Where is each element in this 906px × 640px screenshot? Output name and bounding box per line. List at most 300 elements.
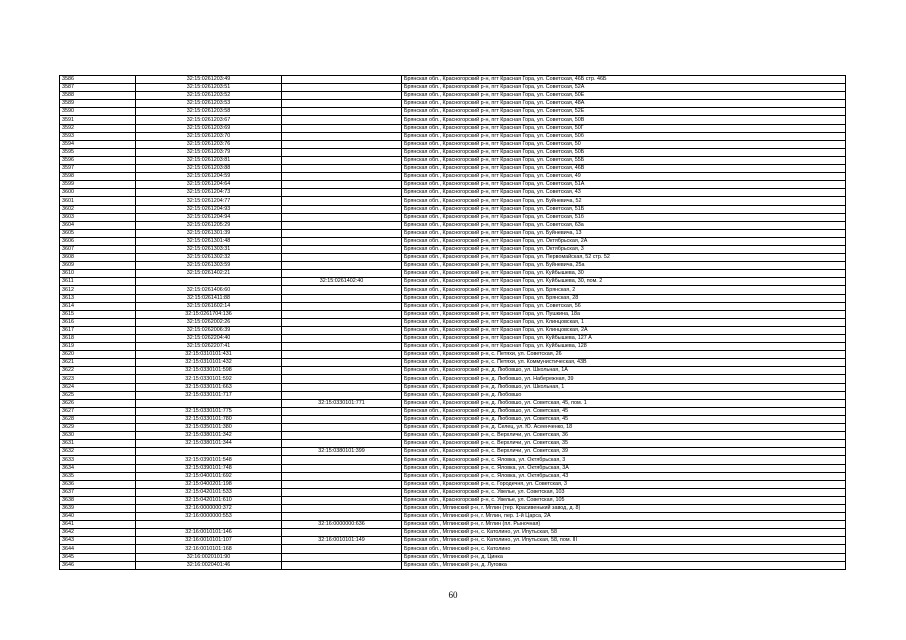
row-number-cell: 3612 (60, 286, 136, 294)
table-row (60, 270, 846, 278)
premises-cadastral-number-cell: 32:16:0010101:149 (282, 537, 402, 545)
address-cell: Брянская обл., Красногорский р-н, пгт Красная Гора, ул. Советская, 63а (402, 221, 846, 229)
cadastral-number-cell: 32:15:0261302:32 (136, 254, 282, 262)
table-row (60, 456, 846, 464)
address-cell: Брянская обл., Красногорский р-н, д. Любовшо, ул. Советская, 45, пом. 1 (402, 399, 846, 407)
table-row (60, 367, 846, 375)
cadastral-number-cell: 32:15:0420101:610 (136, 496, 282, 504)
cadastral-number-cell: 32:15:0390101:748 (136, 464, 282, 472)
row-number-cell: 3590 (60, 108, 136, 116)
row-number-cell: 3594 (60, 140, 136, 148)
row-number-cell: 3605 (60, 229, 136, 237)
row-number-cell: 3588 (60, 92, 136, 100)
table-row (60, 221, 846, 229)
registry-table-body (60, 76, 846, 570)
address-cell: Брянская обл., Красногорский р-н, пгт Красная Гора, ул. Советская, 52А (402, 84, 846, 92)
premises-cadastral-number-cell (282, 108, 402, 116)
table-row (60, 84, 846, 92)
table-row (60, 537, 846, 545)
table-row (60, 488, 846, 496)
address-cell: Брянская обл., Красногорский р-н, пгт Красная Гора, ул. Советская, 43 (402, 189, 846, 197)
premises-cadastral-number-cell (282, 561, 402, 569)
row-number-cell: 3615 (60, 310, 136, 318)
address-cell: Брянская обл., Красногорский р-н, пгт Красная Гора, ул. Советская, 50б (402, 132, 846, 140)
premises-cadastral-number-cell (282, 189, 402, 197)
table-row (60, 124, 846, 132)
address-cell: Брянская обл., Красногорский р-н, д. Селец, ул. Ю. Асеенченко, 18 (402, 424, 846, 432)
row-number-cell: 3598 (60, 173, 136, 181)
cadastral-number-cell: 32:15:0261203:49 (136, 76, 282, 84)
cadastral-number-cell: 32:15:0261704:136 (136, 310, 282, 318)
address-cell: Брянская обл., Красногорский р-н, пгт Красная Гора, ул. Советская, 50Г (402, 124, 846, 132)
address-cell: Брянская обл., Красногорский р-н, пгт Красная Гора, ул. Клинцовская, 2А (402, 326, 846, 334)
table-row (60, 391, 846, 399)
table-row (60, 351, 846, 359)
row-number-cell: 3603 (60, 213, 136, 221)
table-row (60, 343, 846, 351)
premises-cadastral-number-cell (282, 221, 402, 229)
row-number-cell: 3643 (60, 537, 136, 545)
premises-cadastral-number-cell (282, 343, 402, 351)
premises-cadastral-number-cell (282, 294, 402, 302)
address-cell: Брянская обл., Красногорский р-н, пгт Красная Гора, ул. Брянская, 28 (402, 294, 846, 302)
premises-cadastral-number-cell (282, 432, 402, 440)
address-cell: Брянская обл., Мглинский р-н, г. Мглин, пер. 1-й Царса, 2А (402, 513, 846, 521)
table-row (60, 440, 846, 448)
cadastral-number-cell: 32:15:0390101:548 (136, 456, 282, 464)
cadastral-number-cell: 32:16:0000000:372 (136, 504, 282, 512)
premises-cadastral-number-cell (282, 440, 402, 448)
premises-cadastral-number-cell (282, 100, 402, 108)
table-row (60, 294, 846, 302)
table-row (60, 561, 846, 569)
row-number-cell: 3641 (60, 521, 136, 529)
row-number-cell: 3621 (60, 359, 136, 367)
cadastral-number-cell: 32:15:0262207:41 (136, 343, 282, 351)
row-number-cell: 3607 (60, 245, 136, 253)
row-number-cell: 3640 (60, 513, 136, 521)
premises-cadastral-number-cell (282, 302, 402, 310)
row-number-cell: 3611 (60, 278, 136, 286)
premises-cadastral-number-cell (282, 286, 402, 294)
row-number-cell: 3636 (60, 480, 136, 488)
address-cell: Брянская обл., Красногорский р-н, пгт Красная Гора, ул. Советская, 51б (402, 213, 846, 221)
premises-cadastral-number-cell (282, 504, 402, 512)
address-cell: Брянская обл., Мглинский р-н, г. Мглин (тер. Красивенький завод, д. 8) (402, 504, 846, 512)
premises-cadastral-number-cell (282, 367, 402, 375)
table-row (60, 310, 846, 318)
premises-cadastral-number-cell (282, 359, 402, 367)
cadastral-number-cell: 32:15:0261203:52 (136, 92, 282, 100)
address-cell: Брянская обл., Красногорский р-н, д. Любовшо, ул. Советская, 45 (402, 415, 846, 423)
address-cell: Брянская обл., Красногорский р-н, с. Городечня, ул. Советская, 3 (402, 480, 846, 488)
cadastral-number-cell: 32:16:0020101:90 (136, 553, 282, 561)
address-cell: Брянская обл., Красногорский р-н, пгт Красная Гора, ул. Советская, 51А (402, 181, 846, 189)
premises-cadastral-number-cell (282, 140, 402, 148)
address-cell: Брянская обл., Красногорский р-н, пгт Красная Гора, ул. Пушкина, 18а (402, 310, 846, 318)
table-row (60, 181, 846, 189)
address-cell: Брянская обл., Красногорский р-н, пгт Красная Гора, ул. Первомайская, 52 стр. 52 (402, 254, 846, 262)
table-row (60, 237, 846, 245)
cadastral-number-cell: 32:15:0262002:26 (136, 318, 282, 326)
row-number-cell: 3634 (60, 464, 136, 472)
row-number-cell: 3591 (60, 116, 136, 124)
cadastral-number-cell (136, 399, 282, 407)
address-cell: Брянская обл., Красногорский р-н, пгт Красная Гора, ул. Клинцовская, 1 (402, 318, 846, 326)
row-number-cell: 3595 (60, 148, 136, 156)
table-row (60, 448, 846, 456)
address-cell: Брянская обл., Красногорский р-н, с. Петяхи, ул. Коммунистическая, 43В (402, 359, 846, 367)
cadastral-number-cell: 32:15:0420101:533 (136, 488, 282, 496)
premises-cadastral-number-cell (282, 456, 402, 464)
row-number-cell: 3622 (60, 367, 136, 375)
row-number-cell: 3597 (60, 165, 136, 173)
row-number-cell: 3604 (60, 221, 136, 229)
cadastral-number-cell: 32:15:0261301:48 (136, 237, 282, 245)
table-row (60, 132, 846, 140)
address-cell: Брянская обл., Красногорский р-н, пгт Красная Гора, ул. Буйневича, 13 (402, 229, 846, 237)
premises-cadastral-number-cell (282, 156, 402, 164)
row-number-cell: 3586 (60, 76, 136, 84)
row-number-cell: 3626 (60, 399, 136, 407)
address-cell: Брянская обл., Красногорский р-н, д. Любовшо, ул. Набережная, 39 (402, 375, 846, 383)
premises-cadastral-number-cell (282, 513, 402, 521)
premises-cadastral-number-cell (282, 262, 402, 270)
address-cell: Брянская обл., Мглинский р-н, д. Цинка (402, 553, 846, 561)
address-cell: Брянская обл., Красногорский р-н, с. Увелье, ул. Советская, 103 (402, 488, 846, 496)
row-number-cell: 3628 (60, 415, 136, 423)
address-cell: Брянская обл., Красногорский р-н, пгт Красная Гора, ул. Буйневича, 25а (402, 262, 846, 270)
cadastral-number-cell: 32:15:0261204:59 (136, 173, 282, 181)
premises-cadastral-number-cell (282, 270, 402, 278)
cadastral-number-cell: 32:15:0261203:58 (136, 108, 282, 116)
cadastral-number-cell (136, 448, 282, 456)
row-number-cell: 3587 (60, 84, 136, 92)
premises-cadastral-number-cell (282, 496, 402, 504)
address-cell: Брянская обл., Мглинский р-н, с. Католино, ул. Ипутьская, 58, пом. III (402, 537, 846, 545)
table-row (60, 496, 846, 504)
row-number-cell: 3645 (60, 553, 136, 561)
premises-cadastral-number-cell (282, 480, 402, 488)
address-cell: Брянская обл., Красногорский р-н, пгт Красная Гора, ул. Куйбышева, 127 А (402, 335, 846, 343)
cadastral-number-cell: 32:16:0010101:146 (136, 529, 282, 537)
premises-cadastral-number-cell (282, 245, 402, 253)
row-number-cell: 3646 (60, 561, 136, 569)
cadastral-number-cell: 32:15:0261204:77 (136, 197, 282, 205)
cadastral-number-cell: 32:15:0330101:663 (136, 383, 282, 391)
table-row (60, 76, 846, 84)
cadastral-number-cell: 32:15:0330101:592 (136, 375, 282, 383)
table-row (60, 100, 846, 108)
cadastral-number-cell: 32:15:0261203:79 (136, 148, 282, 156)
premises-cadastral-number-cell (282, 407, 402, 415)
cadastral-number-cell: 32:15:0330101:780 (136, 415, 282, 423)
row-number-cell: 3635 (60, 472, 136, 480)
address-cell: Брянская обл., Красногорский р-н, с. Яловка, ул. Октябрьская, 3А (402, 464, 846, 472)
table-row (60, 229, 846, 237)
cadastral-number-cell: 32:15:0261411:88 (136, 294, 282, 302)
row-number-cell: 3637 (60, 488, 136, 496)
row-number-cell: 3619 (60, 343, 136, 351)
premises-cadastral-number-cell (282, 310, 402, 318)
premises-cadastral-number-cell (282, 237, 402, 245)
cadastral-number-cell: 32:15:0261406:60 (136, 286, 282, 294)
address-cell: Брянская обл., Красногорский р-н, пгт Красная Гора, ул. Советская, 56 (402, 302, 846, 310)
cadastral-number-cell: 32:15:0310101:431 (136, 351, 282, 359)
cadastral-number-cell: 32:15:0261203:51 (136, 84, 282, 92)
cadastral-number-cell: 32:15:0261402:21 (136, 270, 282, 278)
table-row (60, 424, 846, 432)
row-number-cell: 3623 (60, 375, 136, 383)
premises-cadastral-number-cell (282, 173, 402, 181)
row-number-cell: 3596 (60, 156, 136, 164)
row-number-cell: 3629 (60, 424, 136, 432)
cadastral-number-cell: 32:15:0350101:380 (136, 424, 282, 432)
row-number-cell: 3642 (60, 529, 136, 537)
premises-cadastral-number-cell (282, 124, 402, 132)
premises-cadastral-number-cell (282, 229, 402, 237)
row-number-cell: 3617 (60, 326, 136, 334)
table-row (60, 286, 846, 294)
row-number-cell: 3633 (60, 456, 136, 464)
table-row (60, 359, 846, 367)
address-cell: Брянская обл., Красногорский р-н, пгт Красная Гора, ул. Брянская, 2 (402, 286, 846, 294)
address-cell: Брянская обл., Красногорский р-н, пгт Красная Гора, ул. Советская, 46В (402, 165, 846, 173)
premises-cadastral-number-cell (282, 529, 402, 537)
premises-cadastral-number-cell (282, 424, 402, 432)
table-row (60, 92, 846, 100)
cadastral-number-cell: 32:15:0261303:31 (136, 245, 282, 253)
cadastral-number-cell: 32:15:0261205:29 (136, 221, 282, 229)
premises-cadastral-number-cell (282, 213, 402, 221)
row-number-cell: 3608 (60, 254, 136, 262)
cadastral-number-cell: 32:16:0020401:46 (136, 561, 282, 569)
table-row (60, 335, 846, 343)
table-row (60, 140, 846, 148)
address-cell: Брянская обл., Красногорский р-н, д. Любовшо, ул. Школьная, 1 (402, 383, 846, 391)
address-cell: Брянская обл., Красногорский р-н, пгт Красная Гора, ул. Советская, 50В (402, 116, 846, 124)
row-number-cell: 3614 (60, 302, 136, 310)
address-cell: Брянская обл., Красногорский р-н, с. Петяхи, ул. Советская, 26 (402, 351, 846, 359)
address-cell: Брянская обл., Красногорский р-н, д. Любовшо, ул. Школьная, 1А (402, 367, 846, 375)
cadastral-number-cell: 32:15:0261203:53 (136, 100, 282, 108)
table-row (60, 504, 846, 512)
cadastral-number-cell: 32:15:0261204:73 (136, 189, 282, 197)
table-row (60, 197, 846, 205)
address-cell: Брянская обл., Красногорский р-н, с. Верхличи, ул. Советская, 35 (402, 440, 846, 448)
premises-cadastral-number-cell (282, 84, 402, 92)
table-row (60, 415, 846, 423)
table-row (60, 480, 846, 488)
premises-cadastral-number-cell: 32:15:0330101:771 (282, 399, 402, 407)
table-row (60, 245, 846, 253)
address-cell: Брянская обл., Красногорский р-н, с. Увелье, ул. Советская, 105 (402, 496, 846, 504)
row-number-cell: 3599 (60, 181, 136, 189)
table-row (60, 116, 846, 124)
row-number-cell: 3589 (60, 100, 136, 108)
table-row (60, 529, 846, 537)
table-row (60, 326, 846, 334)
cadastral-number-cell: 32:15:0261203:76 (136, 140, 282, 148)
cadastral-number-cell: 32:15:0261203:67 (136, 116, 282, 124)
row-number-cell: 3610 (60, 270, 136, 278)
row-number-cell: 3644 (60, 545, 136, 553)
table-row (60, 375, 846, 383)
premises-cadastral-number-cell (282, 116, 402, 124)
premises-cadastral-number-cell (282, 415, 402, 423)
address-cell: Брянская обл., Красногорский р-н, пгт Красная Гора, ул. Советская, 50Б (402, 148, 846, 156)
premises-cadastral-number-cell (282, 472, 402, 480)
address-cell: Брянская обл., Красногорский р-н, пгт Красная Гора, ул. Советская, 50 (402, 140, 846, 148)
address-cell: Брянская обл., Красногорский р-н, с. Верхличи, ул. Советская, 39 (402, 448, 846, 456)
premises-cadastral-number-cell: 32:15:0261402:40 (282, 278, 402, 286)
premises-cadastral-number-cell (282, 92, 402, 100)
premises-cadastral-number-cell (282, 351, 402, 359)
row-number-cell: 3624 (60, 383, 136, 391)
table-row (60, 464, 846, 472)
row-number-cell: 3602 (60, 205, 136, 213)
table-row (60, 165, 846, 173)
row-number-cell: 3593 (60, 132, 136, 140)
cadastral-number-cell: 32:15:0261203:88 (136, 165, 282, 173)
premises-cadastral-number-cell (282, 181, 402, 189)
row-number-cell: 3625 (60, 391, 136, 399)
address-cell: Брянская обл., Красногорский р-н, с. Верхличи, ул. Советская, 36 (402, 432, 846, 440)
row-number-cell: 3592 (60, 124, 136, 132)
row-number-cell: 3601 (60, 197, 136, 205)
cadastral-number-cell (136, 278, 282, 286)
row-number-cell: 3600 (60, 189, 136, 197)
cadastral-number-cell: 32:15:0261203:69 (136, 124, 282, 132)
table-row (60, 205, 846, 213)
table-row (60, 399, 846, 407)
table-row (60, 407, 846, 415)
premises-cadastral-number-cell (282, 165, 402, 173)
row-number-cell: 3639 (60, 504, 136, 512)
address-cell: Брянская обл., Красногорский р-н, пгт Красная Гора, ул. Советская, 52Е (402, 108, 846, 116)
premises-cadastral-number-cell (282, 335, 402, 343)
cadastral-number-cell: 32:15:0261204:94 (136, 213, 282, 221)
table-row (60, 262, 846, 270)
table-row (60, 472, 846, 480)
row-number-cell: 3609 (60, 262, 136, 270)
table-row (60, 521, 846, 529)
premises-cadastral-number-cell (282, 132, 402, 140)
table-row (60, 302, 846, 310)
premises-cadastral-number-cell (282, 375, 402, 383)
row-number-cell: 3620 (60, 351, 136, 359)
table-row (60, 553, 846, 561)
cadastral-number-cell: 32:15:0261203:70 (136, 132, 282, 140)
table-row (60, 545, 846, 553)
address-cell: Брянская обл., Красногорский р-н, пгт Красная Гора, ул. Советская, 51Б (402, 205, 846, 213)
address-cell: Брянская обл., Красногорский р-н, д. Любовшо, ул. Советская, 45 (402, 407, 846, 415)
row-number-cell: 3631 (60, 440, 136, 448)
cadastral-number-cell: 32:15:0330101:775 (136, 407, 282, 415)
table-row (60, 213, 846, 221)
cadastral-number-cell: 32:16:0010101:168 (136, 545, 282, 553)
cadastral-number-cell: 32:15:0400201:198 (136, 480, 282, 488)
address-cell: Брянская обл., Красногорский р-н, д. Любовшо (402, 391, 846, 399)
premises-cadastral-number-cell (282, 464, 402, 472)
row-number-cell: 3613 (60, 294, 136, 302)
premises-cadastral-number-cell (282, 254, 402, 262)
row-number-cell: 3616 (60, 318, 136, 326)
address-cell: Брянская обл., Красногорский р-н, пгт Красная Гора, ул. Куйбышева, 30, пом. 2 (402, 278, 846, 286)
address-cell: Брянская обл., Красногорский р-н, пгт Красная Гора, ул. Советская, 50Е (402, 92, 846, 100)
premises-cadastral-number-cell (282, 318, 402, 326)
address-cell: Брянская обл., Красногорский р-н, пгт Красная Гора, ул. Советская, 49 (402, 173, 846, 181)
premises-cadastral-number-cell (282, 326, 402, 334)
cadastral-number-cell: 32:15:0310101:432 (136, 359, 282, 367)
address-cell: Брянская обл., Красногорский р-н, с. Яловка, ул. Октябрьская, 43 (402, 472, 846, 480)
address-cell: Брянская обл., Красногорский р-н, пгт Красная Гора, ул. Советская, 48А (402, 100, 846, 108)
row-number-cell: 3618 (60, 335, 136, 343)
row-number-cell: 3627 (60, 407, 136, 415)
row-number-cell: 3606 (60, 237, 136, 245)
cadastral-number-cell: 32:15:0330101:598 (136, 367, 282, 375)
table-row (60, 278, 846, 286)
cadastral-number-cell: 32:15:0261203:81 (136, 156, 282, 164)
cadastral-number-cell: 32:15:0261301:39 (136, 229, 282, 237)
cadastral-number-cell: 32:15:0380101:342 (136, 432, 282, 440)
row-number-cell: 3632 (60, 448, 136, 456)
cadastral-number-cell: 32:15:0261602:14 (136, 302, 282, 310)
page-number: 60 (448, 590, 458, 600)
row-number-cell: 3638 (60, 496, 136, 504)
table-row (60, 189, 846, 197)
premises-cadastral-number-cell (282, 391, 402, 399)
premises-cadastral-number-cell: 32:15:0380101:399 (282, 448, 402, 456)
row-number-cell: 3630 (60, 432, 136, 440)
table-row (60, 254, 846, 262)
premises-cadastral-number-cell (282, 197, 402, 205)
premises-cadastral-number-cell (282, 553, 402, 561)
table-row (60, 513, 846, 521)
premises-cadastral-number-cell (282, 488, 402, 496)
address-cell: Брянская обл., Красногорский р-н, пгт Красная Гора, ул. Куйбышева, 128 (402, 343, 846, 351)
table-row (60, 108, 846, 116)
address-cell: Брянская обл., Красногорский р-н, пгт Красная Гора, ул. Советская, 46Б стр. 46Б (402, 76, 846, 84)
table-row (60, 148, 846, 156)
address-cell: Брянская обл., Мглинский р-н, с. Католино, ул. Ипутьская, 58 (402, 529, 846, 537)
table-row (60, 318, 846, 326)
table-row (60, 432, 846, 440)
property-registry-table (59, 75, 846, 570)
table-row (60, 173, 846, 181)
cadastral-number-cell: 32:15:0262006:39 (136, 326, 282, 334)
address-cell: Брянская обл., Красногорский р-н, пгт Красная Гора, ул. Октябрьская, 2А (402, 237, 846, 245)
cadastral-number-cell: 32:15:0261303:59 (136, 262, 282, 270)
cadastral-number-cell: 32:15:0261204:93 (136, 205, 282, 213)
premises-cadastral-number-cell (282, 205, 402, 213)
address-cell: Брянская обл., Красногорский р-н, с. Яловка, ул. Октябрьская, 3 (402, 456, 846, 464)
premises-cadastral-number-cell (282, 383, 402, 391)
cadastral-number-cell: 32:15:0330101:717 (136, 391, 282, 399)
address-cell: Брянская обл., Красногорский р-н, пгт Красная Гора, ул. Куйбышева, 30 (402, 270, 846, 278)
address-cell: Брянская обл., Красногорский р-н, пгт Красная Гора, ул. Октябрьская, 3 (402, 245, 846, 253)
premises-cadastral-number-cell (282, 545, 402, 553)
premises-cadastral-number-cell (282, 76, 402, 84)
cadastral-number-cell (136, 521, 282, 529)
cadastral-number-cell: 32:16:0010101:107 (136, 537, 282, 545)
cadastral-number-cell: 32:15:0261204:64 (136, 181, 282, 189)
cadastral-number-cell: 32:15:0400101:692 (136, 472, 282, 480)
address-cell: Брянская обл., Мглинский р-н, д. Луговка (402, 561, 846, 569)
cadastral-number-cell: 32:15:0380101:344 (136, 440, 282, 448)
address-cell: Брянская обл., Мглинский р-н, г. Мглин (пл. Рыночная) (402, 521, 846, 529)
cadastral-number-cell: 32:15:0262204:40 (136, 335, 282, 343)
